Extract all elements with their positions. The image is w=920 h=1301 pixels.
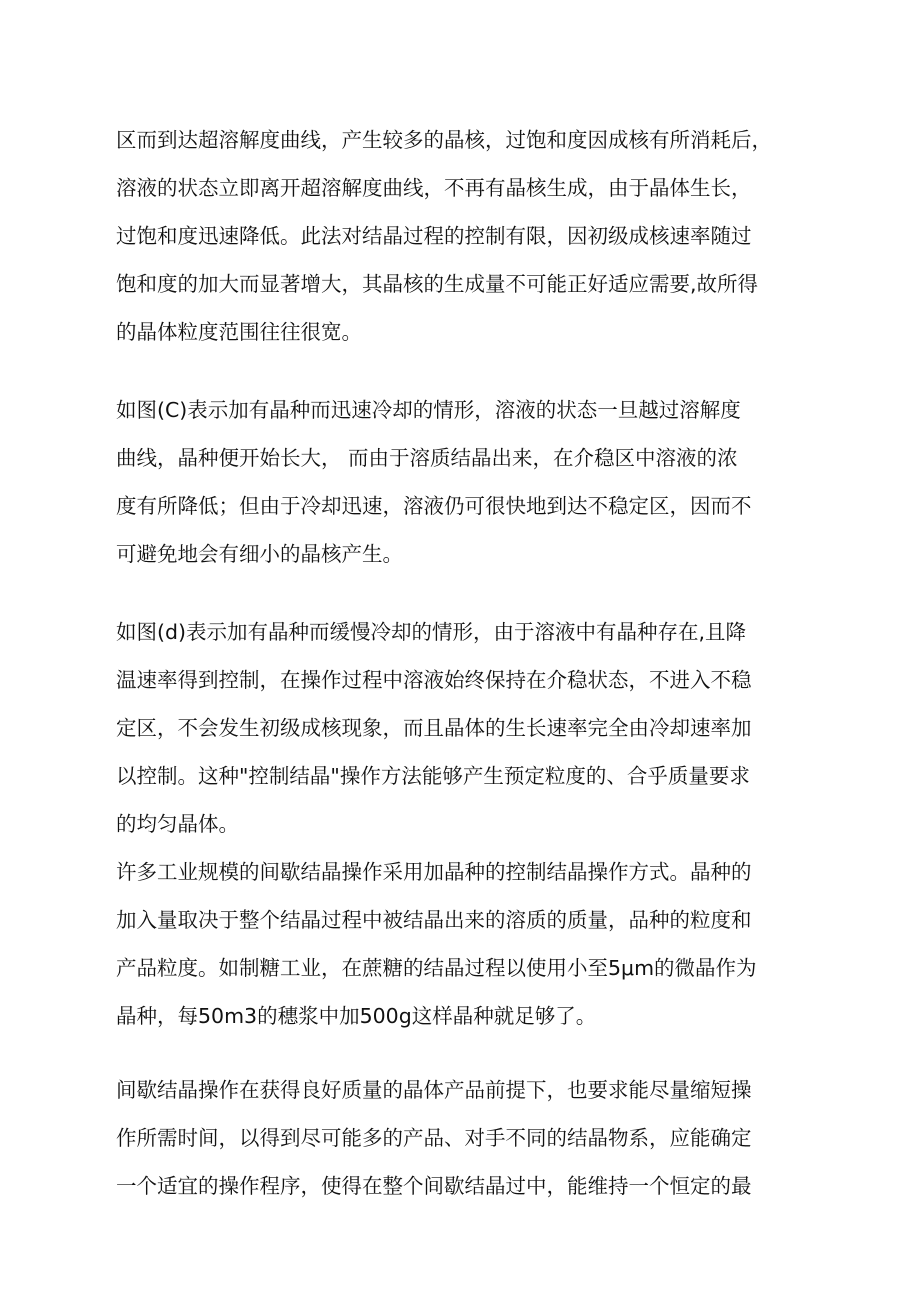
text-line: 间歇结晶操作在获得良好质量的晶体产品前提下，也要求能尽量缩短操 xyxy=(116,1078,752,1102)
text-line: 一个适宜的操作程序，使得在整个间歇结晶过中，能维持一个恒定的最 xyxy=(116,1174,752,1198)
text-line: 晶种，每50m3的穗浆中加500g这样晶种就足够了。 xyxy=(116,1004,597,1028)
text-line: 的晶体粒度范围往往很宽。 xyxy=(116,320,362,344)
text-line: 曲线，晶种便开始长大， 而由于溶质结晶出来，在介稳区中溶液的浓 xyxy=(116,446,738,470)
text-line: 如图(C)表示加有晶种而迅速冷却的情形，溶液的状态一旦越过溶解度 xyxy=(116,398,741,422)
text-line: 的均匀晶体。 xyxy=(116,812,239,836)
text-line: 饱和度的加大而显著增大，其晶核的生成量不可能正好适应需要,故所得 xyxy=(116,272,759,296)
text-line: 定区，不会发生初级成核现象，而且晶体的生长速率完全由冷却速率加 xyxy=(116,716,752,740)
text-line: 区而到达超溶解度曲线，产生较多的晶核，过饱和度因成核有所消耗后， xyxy=(116,128,772,152)
text-line: 可避免地会有细小的晶核产生。 xyxy=(116,542,403,566)
text-line: 产品粒度。如制糖工业，在蔗糖的结晶过程以使用小至5μm的微晶作为 xyxy=(116,956,757,980)
text-line: 过饱和度迅速降低。此法对结晶过程的控制有限，因初级成核速率随过 xyxy=(116,224,752,248)
text-line: 如图(d)表示加有晶种而缓慢冷却的情形，由于溶液中有晶种存在,且降 xyxy=(116,620,747,644)
text-line: 作所需时间，以得到尽可能多的产品、对手不同的结晶物系，应能确定 xyxy=(116,1126,752,1150)
text-line: 溶液的状态立即离开超溶解度曲线，不再有晶核生成，由于晶体生长， xyxy=(116,176,752,200)
text-line: 度有所降低；但由于冷却迅速，溶液仍可很快地到达不稳定区，因而不 xyxy=(116,494,752,518)
text-line: 以控制。这种"控制结晶"操作方法能够产生预定粒度的、合乎质量要求 xyxy=(116,764,750,788)
text-line: 温速率得到控制，在操作过程中溶液始终保持在介稳状态，不进入不稳 xyxy=(116,668,752,692)
text-line: 加入量取决于整个结晶过程中被结晶出来的溶质的质量，品种的粒度和 xyxy=(116,908,752,932)
text-line: 许多工业规模的间歇结晶操作采用加晶种的控制结晶操作方式。晶种的 xyxy=(116,860,752,884)
